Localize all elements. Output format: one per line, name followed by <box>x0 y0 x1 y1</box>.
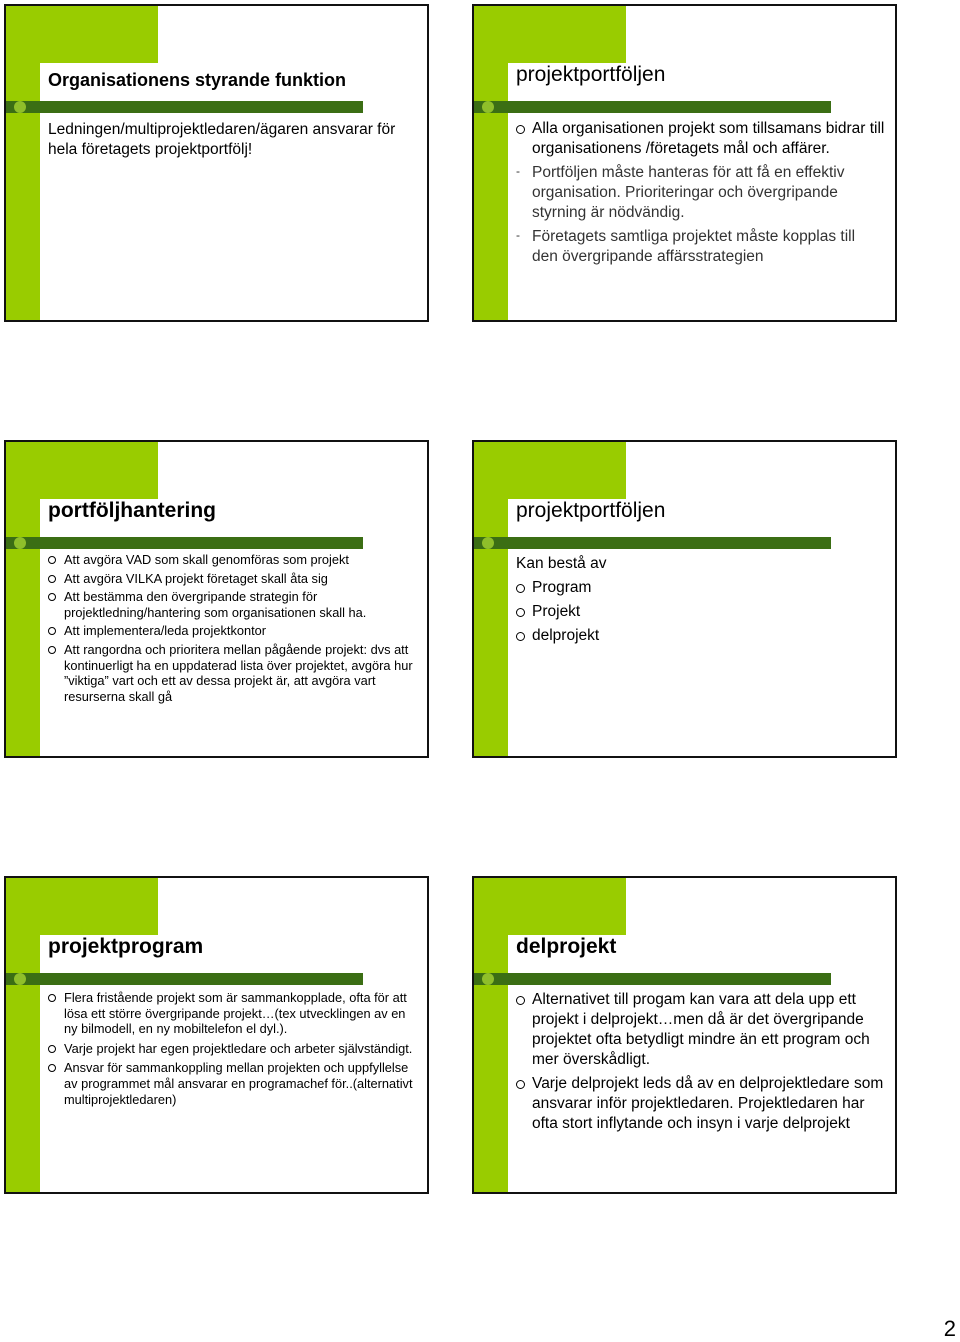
slide-title: delprojekt <box>516 935 617 958</box>
list-item: Ansvar för sammankoppling mellan projekten och uppfyllelse av programmet mål ansvarar en programachef för..(alternativt multiprojektledaren) <box>48 1060 417 1107</box>
slide-portfoljhantering <box>4 440 429 758</box>
slide-divider-bar <box>6 101 363 113</box>
list-item: Att rangordna och prioritera mellan pågående projekt: dvs att kontinuerligt ha en uppdaterad lista över projektet, avgöra hur ”viktiga” vart och ett av dessa projekt är, att avgöra vart resurserna skall gå <box>48 642 417 704</box>
slide-title: projektprogram <box>48 935 204 958</box>
list-item: Varje delprojekt leds då av en delprojektledare som ansvarar inför projektledaren. Projektledaren har ofta stort inflytande och insyn i varje delprojekt <box>516 1074 885 1134</box>
list-item: Att implementera/leda projektkontor <box>48 623 417 639</box>
list-item: Alla organisationen projekt som tillsamans bidrar till organisationens /företagets mål och affärer. <box>516 119 885 159</box>
list-item: delprojekt <box>516 626 885 646</box>
slide-projektportfoljen-2 <box>472 440 897 758</box>
slide-accent-top <box>40 878 158 935</box>
list-item: Att avgöra VILKA projekt företaget skall åta sig <box>48 571 417 587</box>
slide-accent-top <box>508 878 626 935</box>
list-item: - Företagets samtliga projektet måste kopplas till den övergripande affärsstrategien <box>516 228 856 265</box>
slide-accent-top <box>508 442 626 499</box>
slide-title: portföljhantering <box>48 499 216 522</box>
slide-text: Ledningen/multiprojektledaren/ägaren ansvarar för hela företagets projektportfölj! <box>48 121 396 158</box>
slide-title: projektportföljen <box>516 63 666 86</box>
slide-intro: Kan bestå av <box>516 555 607 572</box>
page-number: 2 <box>943 1316 956 1341</box>
slide-accent-left <box>474 878 508 1192</box>
list-item: Att avgöra VAD som skall genomföras som projekt <box>48 552 417 568</box>
list-item: Varje projekt har egen projektledare och arbeter självständigt. <box>48 1041 417 1057</box>
list-item: - Portföljen måste hanteras för att få en effektiv organisation. Prioriteringar och övergripande styrning är nödvändig. <box>516 164 845 221</box>
slide-accent-top <box>508 6 626 63</box>
slide-accent-left <box>6 442 40 756</box>
slide-title: projektportföljen <box>516 499 666 522</box>
list-item: Program <box>516 578 885 598</box>
slide-accent-top <box>40 442 158 499</box>
slide-accent-left <box>6 6 40 320</box>
slide-accent-left <box>6 878 40 1192</box>
slide-divider-bar <box>474 101 831 113</box>
slide-accent-left <box>474 6 508 320</box>
slide-delprojekt <box>472 876 897 1194</box>
slide-divider-bar <box>6 973 363 985</box>
list-item: Att bestämma den övergripande strategin för projektledning/hantering som organisationen skall ha. <box>48 589 417 620</box>
slide-projektportfoljen-1 <box>472 4 897 322</box>
slide-divider-bar <box>6 537 363 549</box>
slide-divider-bar <box>474 973 831 985</box>
slide-title: Organisationens styrande funktion <box>48 70 347 90</box>
slide-accent-top <box>40 6 158 63</box>
slide-divider-bar <box>474 537 831 549</box>
slide-organisationens-styrande-funktion <box>4 4 429 322</box>
list-item: Projekt <box>516 602 885 622</box>
list-item: Flera fristående projekt som är sammankopplade, ofta för att lösa ett större övergripande projekt…(tex utvecklingen av en ny bilmodell, en ny mobiltelefon el dyl.). <box>48 990 417 1037</box>
slide-accent-left <box>474 442 508 756</box>
slide-projektprogram <box>4 876 429 1194</box>
list-item: Alternativet till progam kan vara att dela upp ett projekt i delprojekt…men då är det övergripande projektet ofta betydligt mindre än ett program och mer överskådligt. <box>516 990 885 1070</box>
